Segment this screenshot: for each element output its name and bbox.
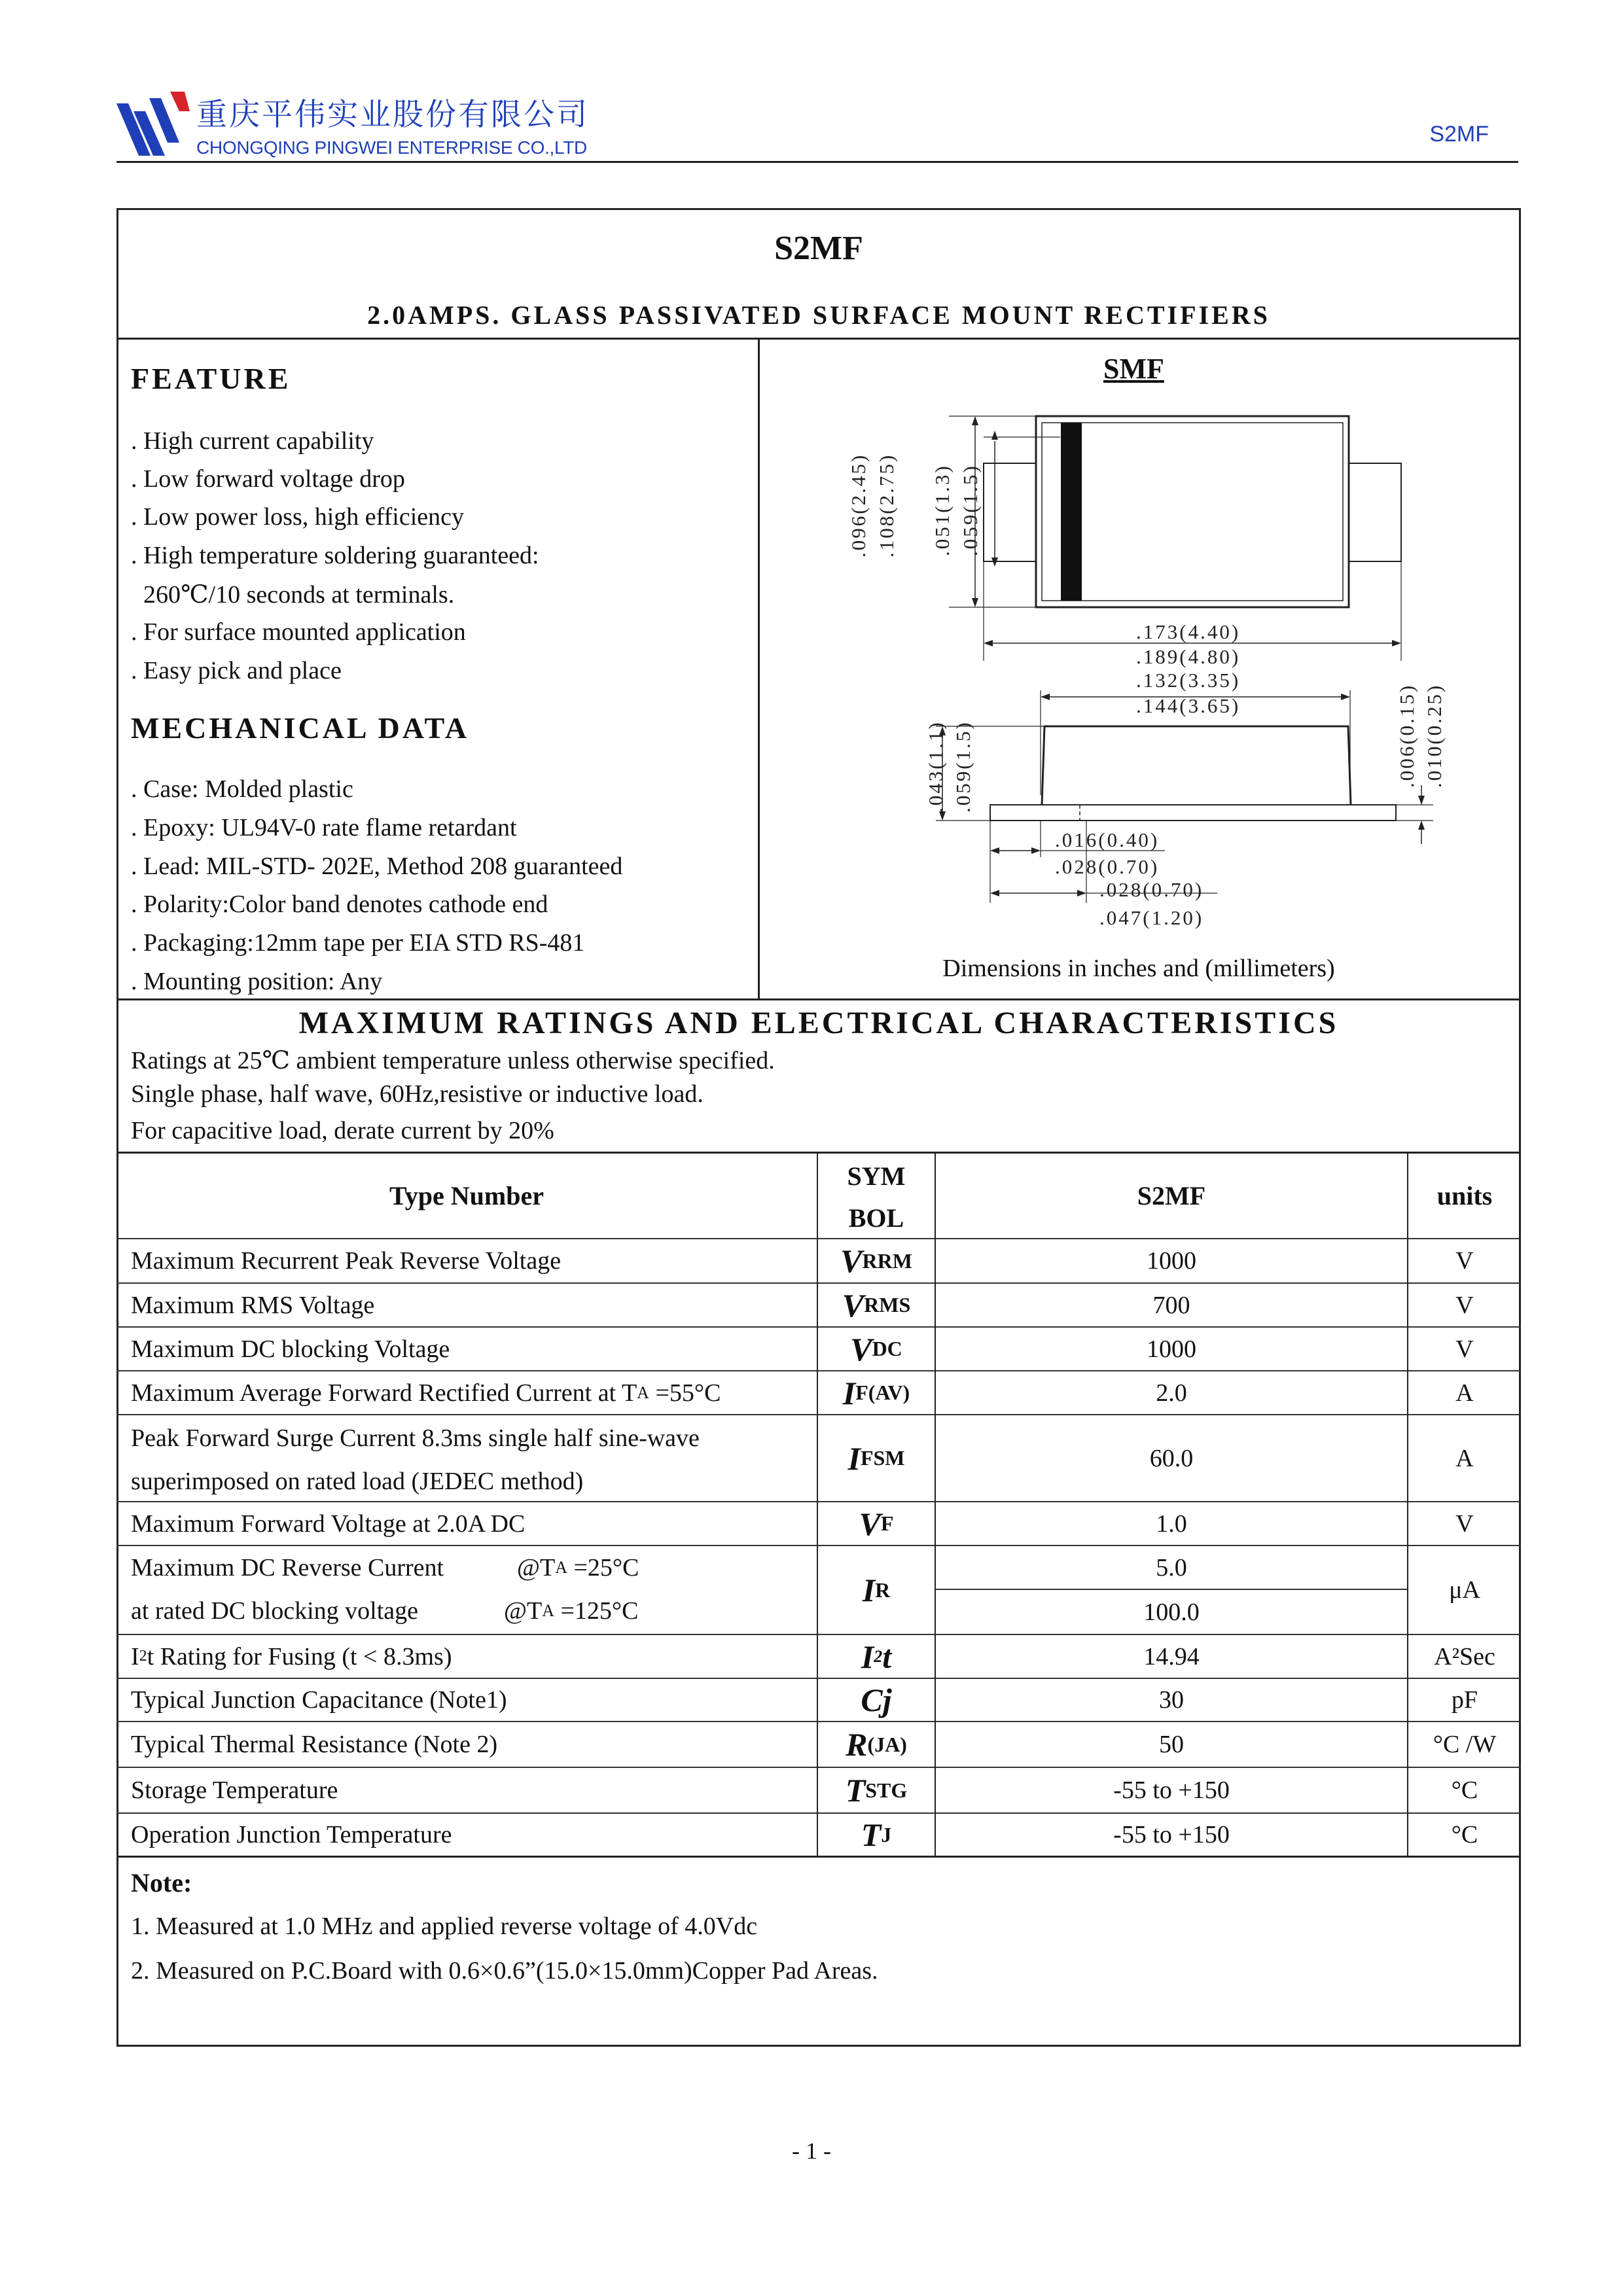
- table-row-desc: Maximum DC Reverse Current: [131, 1554, 444, 1581]
- table-row-desc: Typical Thermal Resistance (Note 2): [131, 1731, 498, 1758]
- col-header-type: Type Number: [389, 1180, 544, 1210]
- table-row-desc: I 2 t Rating for Fusing (t < 8.3ms): [131, 1642, 452, 1670]
- table-row-symbol: V RRM: [840, 1243, 912, 1279]
- table-border: [116, 1856, 1521, 1858]
- dim-pad-min: .016(0.40): [1055, 828, 1160, 851]
- dim-body-max: .144(3.65): [1136, 694, 1241, 717]
- table-row-value-2: 100.0: [1143, 1598, 1200, 1626]
- table-row-value: -55 to +150: [1113, 1821, 1230, 1848]
- table-row-symbol: V RMS: [842, 1286, 911, 1324]
- col-header-part: S2MF: [1137, 1180, 1206, 1210]
- notes-title: Note:: [131, 1868, 192, 1898]
- table-row-unit: pF: [1451, 1686, 1478, 1714]
- lead-right: [1349, 463, 1401, 561]
- ratings-note: Single phase, half wave, 60Hz,resistive or inductive load.: [131, 1080, 704, 1108]
- feature-item: . High current capability: [131, 427, 374, 455]
- dim-lead-max: .047(1.20): [1099, 906, 1204, 929]
- mechanical-item: . Lead: MIL-STD- 202E, Method 208 guaranteed: [131, 853, 623, 880]
- dim-lead-min: .028(0.70): [1099, 878, 1204, 901]
- dim-height-min: .096(2.45): [847, 453, 870, 557]
- table-row-value: 2.0: [1156, 1379, 1187, 1407]
- ratings-heading: MAXIMUM RATINGS AND ELECTRICAL CHARACTERISTICS: [298, 1006, 1339, 1040]
- table-row-symbol: V DC: [850, 1330, 902, 1368]
- table-row-desc-line2: at rated DC blocking voltage: [131, 1597, 418, 1625]
- mechanical-item: . Epoxy: UL94V-0 rate flame retardant: [131, 814, 517, 841]
- table-row-symbol: R (JA): [846, 1726, 907, 1763]
- mechanical-item: . Polarity:Color band denotes cathode end: [131, 891, 548, 918]
- mechanical-item: . Mounting position: Any: [131, 968, 383, 995]
- package-name: SMF: [1103, 353, 1164, 385]
- table-row-unit: A²Sec: [1434, 1642, 1495, 1670]
- company-name-en: CHONGQING PINGWEI ENTERPRISE CO.,LTD: [196, 137, 587, 158]
- table-row-desc: Maximum RMS Voltage: [131, 1291, 375, 1319]
- table-row-unit: °C: [1451, 1776, 1478, 1804]
- feature-item: . Easy pick and place: [131, 657, 342, 684]
- feature-item: . For surface mounted application: [131, 618, 466, 646]
- table-row-unit: °C: [1451, 1821, 1478, 1848]
- dim-lead-thickness-max: .010(0.25): [1423, 683, 1446, 788]
- note-item: 2. Measured on P.C.Board with 0.6×0.6”(15.0×15.0mm)Copper Pad Areas.: [131, 1957, 878, 1985]
- mechanical-item: . Packaging:12mm tape per EIA STD RS-481: [131, 929, 585, 957]
- table-row-value: 5.0: [1156, 1553, 1187, 1581]
- page-number: - 1 -: [792, 2138, 831, 2164]
- col-header-symbol: SYM: [847, 1161, 906, 1191]
- table-row-desc: Peak Forward Surge Current 8.3ms single half sine-wave: [131, 1424, 700, 1452]
- table-row-symbol: I F(AV): [842, 1374, 910, 1411]
- body-top-view: [1036, 416, 1349, 607]
- feature-item: . Low power loss, high efficiency: [131, 503, 465, 531]
- table-row-unit: V: [1455, 1510, 1474, 1538]
- dim-pad-max: .028(0.70): [1055, 855, 1160, 878]
- table-row-symbol: I R: [862, 1572, 891, 1608]
- header-part-number: S2MF: [1429, 122, 1489, 147]
- table-row-value: 700: [1152, 1291, 1190, 1319]
- table-row-unit: °C /W: [1433, 1731, 1497, 1758]
- table-row-value: 1000: [1147, 1335, 1196, 1363]
- document-title: S2MF: [774, 230, 863, 267]
- feature-heading: FEATURE: [131, 362, 291, 395]
- table-row-symbol: T J: [861, 1816, 892, 1853]
- body-side-view: [1042, 726, 1351, 805]
- table-row-value: 1000: [1147, 1247, 1196, 1275]
- note-item: 1. Measured at 1.0 MHz and applied reverse voltage of 4.0Vdc: [131, 1913, 758, 1940]
- dim-band-max: .059(1.5): [959, 464, 982, 556]
- table-row-desc-line2: superimposed on rated load (JEDEC method): [131, 1468, 584, 1495]
- table-row-value: 30: [1159, 1686, 1184, 1714]
- ratings-note: Ratings at 25℃ ambient temperature unless otherwise specified.: [131, 1047, 775, 1074]
- table-row-desc-condition: @T A =25°C: [517, 1554, 639, 1581]
- table-row-desc: Operation Junction Temperature: [131, 1821, 452, 1848]
- header-divider: [116, 161, 1518, 163]
- table-row-desc: Maximum Forward Voltage at 2.0A DC: [131, 1510, 526, 1538]
- divider: [116, 998, 1521, 1000]
- mechanical-item: . Case: Molded plastic: [131, 775, 353, 803]
- dim-height-max: .108(2.75): [875, 453, 898, 557]
- table-row-unit: A: [1455, 1444, 1474, 1472]
- dim-body-min: .132(3.35): [1136, 669, 1241, 692]
- table-row-value: -55 to +150: [1113, 1776, 1230, 1804]
- lead-left: [984, 463, 1036, 561]
- table-row-symbol: T STG: [845, 1772, 908, 1809]
- table-row-unit: A: [1455, 1379, 1474, 1407]
- cathode-band: [1061, 423, 1082, 601]
- col-header-units: units: [1436, 1180, 1493, 1210]
- feature-item: 260℃/10 seconds at terminals.: [131, 581, 455, 609]
- table-row-desc: Maximum Average Forward Rectified Current at T A =55°C: [131, 1379, 721, 1407]
- dim-band-min: .051(1.3): [931, 464, 954, 556]
- document-subtitle: 2.0AMPS. GLASS PASSIVATED SURFACE MOUNT RECTIFIERS: [367, 300, 1270, 330]
- company-logo: [116, 92, 190, 158]
- table-row-unit: V: [1455, 1335, 1474, 1363]
- table-row-unit: μA: [1449, 1576, 1480, 1604]
- feature-item: . Low forward voltage drop: [131, 465, 405, 493]
- table-row-unit: V: [1455, 1291, 1474, 1319]
- company-name-cn: 重庆平伟实业股份有限公司: [196, 97, 589, 133]
- feature-item: . High temperature soldering guaranteed:: [131, 542, 539, 569]
- table-row-value: 50: [1159, 1731, 1184, 1758]
- table-row-symbol: Cj: [861, 1682, 892, 1718]
- table-row-desc-condition-2: @T A =125°C: [504, 1597, 639, 1625]
- mechanical-heading: MECHANICAL DATA: [131, 711, 470, 745]
- table-row-symbol: V F: [859, 1505, 894, 1542]
- col-header-symbol-2: BOL: [848, 1203, 904, 1233]
- table-row-desc: Typical Junction Capacitance (Note1): [131, 1686, 507, 1714]
- table-row-symbol: I FSM: [847, 1439, 905, 1477]
- dim-length-min: .173(4.40): [1136, 620, 1241, 643]
- dim-thickness-max: .059(1.5): [952, 720, 974, 813]
- dim-length-max: .189(4.80): [1136, 645, 1241, 668]
- table-row-unit: V: [1455, 1247, 1474, 1275]
- dimensions-caption: Dimensions in inches and (millimeters): [942, 955, 1335, 982]
- table-col-divider: [1407, 1152, 1408, 1856]
- ratings-note: For capacitive load, derate current by 20%: [131, 1117, 554, 1144]
- table-row-symbol: I 2 t: [861, 1638, 892, 1675]
- divider: [116, 338, 1521, 340]
- table-row-desc: Storage Temperature: [131, 1776, 338, 1804]
- lead-side-view: [990, 805, 1396, 821]
- package-outline-drawing: [759, 386, 1518, 949]
- dim-thickness-min: .043(1.1): [924, 720, 947, 813]
- dim-lead-thickness-min: .006(0.15): [1395, 683, 1418, 788]
- table-row-desc: Maximum DC blocking Voltage: [131, 1335, 450, 1363]
- table-row-value: 60.0: [1149, 1444, 1194, 1472]
- table-row-value: 14.94: [1143, 1642, 1200, 1670]
- table-row-desc: Maximum Recurrent Peak Reverse Voltage: [131, 1247, 562, 1275]
- table-row-value: 1.0: [1156, 1510, 1187, 1538]
